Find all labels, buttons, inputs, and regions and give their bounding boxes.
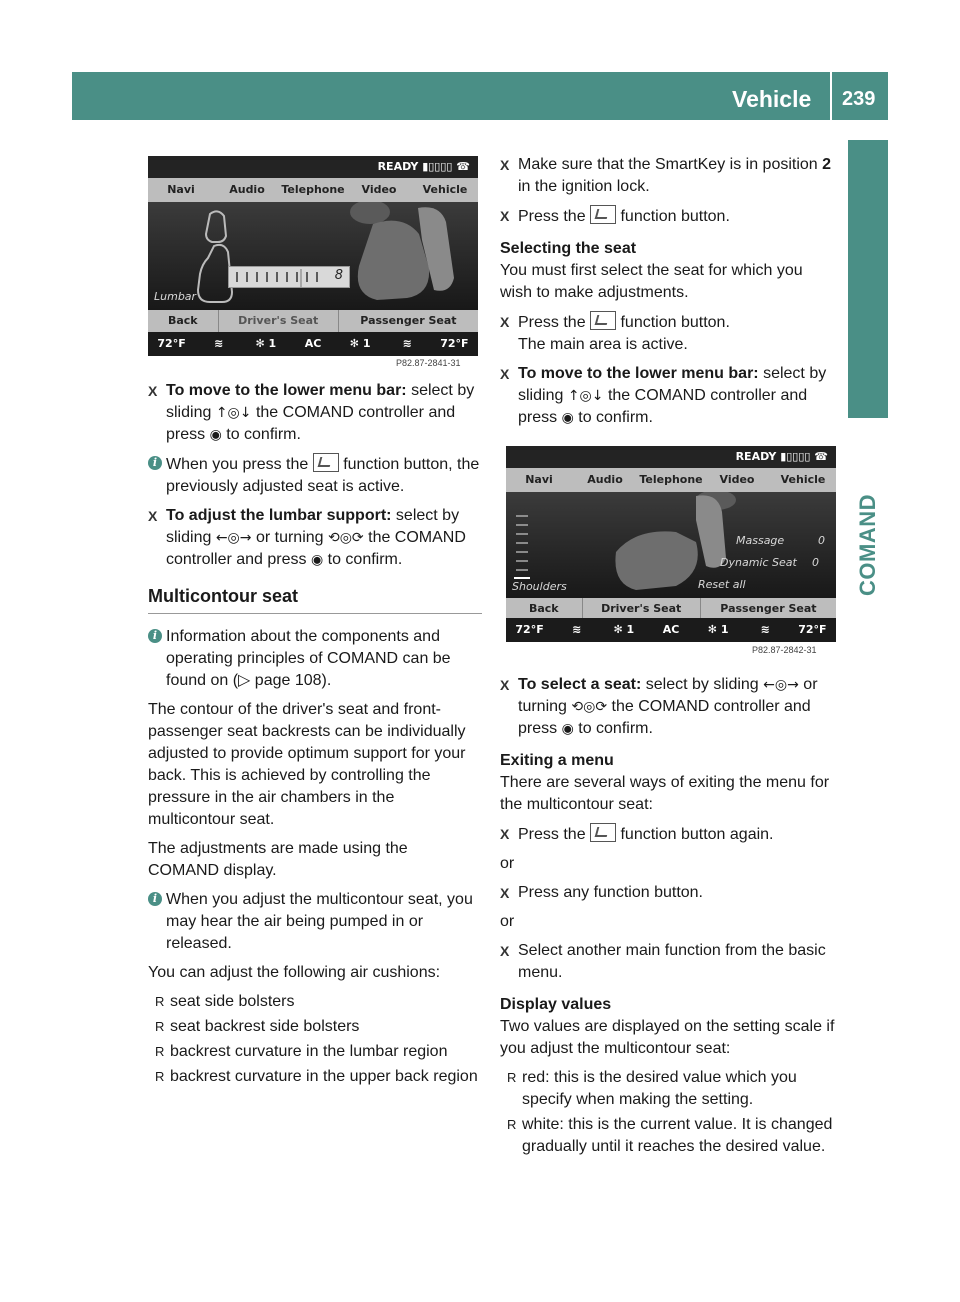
step-text: to confirm. bbox=[323, 551, 403, 568]
seat-function-button-icon bbox=[313, 453, 339, 472]
climate-temp-left[interactable]: 72°F bbox=[515, 623, 544, 636]
instruction-step bbox=[500, 940, 836, 984]
list-item-text: seat side bolsters bbox=[170, 993, 295, 1010]
info-text: When you press the bbox=[166, 456, 313, 473]
instruction-step bbox=[500, 205, 836, 228]
step-text: the COMAND controller and press bbox=[166, 404, 456, 443]
instruction-step bbox=[500, 882, 836, 904]
step-marker-icon: X bbox=[500, 314, 510, 330]
step-marker-icon: X bbox=[500, 208, 510, 224]
step-text: the COMAND controller and press bbox=[518, 698, 811, 737]
step-text: or turning bbox=[518, 676, 818, 715]
info-icon: i bbox=[148, 629, 162, 643]
ignition-position: 2 bbox=[822, 156, 832, 173]
climate-fan-right[interactable]: ✻ 1 bbox=[349, 337, 371, 350]
comand-screen-lumbar bbox=[148, 156, 478, 356]
step-heading: To move to the lower menu bar: bbox=[518, 365, 759, 382]
status-bar: READY ▮▯▯▯▯ ☎ bbox=[377, 160, 470, 173]
list-item bbox=[148, 1066, 482, 1088]
seat-display-area bbox=[148, 202, 478, 310]
paragraph: You can adjust the following air cushions: bbox=[148, 964, 441, 981]
step-text: select by sliding bbox=[166, 382, 475, 421]
climate-temp-left[interactable]: 72°F bbox=[157, 337, 186, 350]
list-item-text: white: this is the current value. It is changed gradually until it reaches the desired value. bbox=[522, 1116, 833, 1155]
controller-slide-icon: ↑◎↓ bbox=[215, 405, 252, 421]
instruction-step bbox=[500, 823, 836, 846]
controller-press-icon: ◉ bbox=[561, 721, 574, 737]
step-text: select by sliding bbox=[166, 507, 460, 546]
info-icon: i bbox=[148, 456, 162, 470]
list-item bbox=[148, 1016, 482, 1038]
climate-airflow-right-icon[interactable]: ≋ bbox=[402, 337, 412, 350]
bullet-icon: R bbox=[507, 1117, 517, 1132]
step-text: Press the bbox=[518, 314, 591, 331]
controller-press-icon: ◉ bbox=[310, 552, 324, 568]
info-note bbox=[148, 626, 482, 692]
step-text: to confirm. bbox=[573, 720, 653, 737]
instruction-step bbox=[148, 505, 482, 571]
seat-menu-back[interactable]: Back bbox=[148, 310, 219, 332]
right-column-bottom bbox=[500, 674, 836, 1161]
instruction-step bbox=[500, 363, 836, 429]
option-massage-value: 0 bbox=[818, 534, 825, 547]
step-heading: To move to the lower menu bar: bbox=[166, 382, 407, 399]
seat-function-button-icon bbox=[590, 311, 616, 330]
seat-menu-passenger-seat[interactable]: Passenger Seat bbox=[360, 314, 457, 327]
controller-slide-icon: ←◎→ bbox=[763, 677, 799, 693]
bullet-icon: R bbox=[507, 1070, 517, 1085]
step-marker-icon: X bbox=[500, 943, 510, 959]
seat-function-button-icon bbox=[590, 205, 616, 224]
climate-airflow-left-icon[interactable]: ≋ bbox=[214, 337, 224, 350]
status-bar: READY ▮▯▯▯▯ ☎ bbox=[735, 450, 828, 463]
step-marker-icon: X bbox=[500, 677, 510, 693]
bullet-icon: R bbox=[155, 1044, 165, 1059]
menu-item-video[interactable]: Video bbox=[719, 473, 755, 486]
controller-turn-icon: ⟲◎⟳ bbox=[571, 699, 608, 715]
step-text: Press the bbox=[518, 208, 591, 225]
section-title: Vehicle bbox=[732, 86, 812, 112]
seat-menu-passenger-seat[interactable]: Passenger Seat bbox=[720, 602, 817, 615]
menu-item-audio[interactable]: Audio bbox=[587, 473, 623, 486]
scale-value: 8 bbox=[334, 268, 343, 283]
side-tab-label-box bbox=[848, 440, 888, 650]
list-item bbox=[500, 1114, 836, 1158]
option-dynamic-seat-value: 0 bbox=[812, 556, 819, 569]
side-tab-label: COMAND bbox=[855, 494, 880, 596]
seat-menu-drivers-seat[interactable]: Driver's Seat bbox=[583, 598, 701, 620]
menu-item-navi[interactable]: Navi bbox=[525, 473, 553, 486]
step-text: function button. bbox=[616, 208, 730, 225]
lumbar-scale[interactable] bbox=[228, 266, 350, 288]
climate-temp-right[interactable]: 72°F bbox=[440, 337, 469, 350]
seat-menu-back[interactable]: Back bbox=[506, 598, 583, 620]
seat-illustration-icon bbox=[148, 202, 478, 310]
step-marker-icon: X bbox=[500, 885, 510, 901]
seat-menu-drivers-seat[interactable]: Driver's Seat bbox=[219, 310, 339, 332]
info-icon: i bbox=[148, 892, 162, 906]
controller-slide-icon: ↑◎↓ bbox=[567, 388, 604, 404]
controller-slide-icon: ←◎→ bbox=[215, 530, 252, 546]
step-result: The main area is active. bbox=[518, 336, 688, 353]
list-item-text: backrest curvature in the lumbar region bbox=[170, 1043, 448, 1060]
step-text: the COMAND controller and press bbox=[518, 387, 808, 426]
step-marker-icon: X bbox=[500, 366, 510, 382]
climate-ac[interactable]: AC bbox=[662, 623, 680, 636]
seat-display-area bbox=[506, 492, 836, 598]
right-column-top bbox=[500, 154, 836, 436]
menu-item-vehicle[interactable]: Vehicle bbox=[422, 183, 468, 196]
paragraph: Two values are displayed on the setting scale if you adjust the multicontour seat: bbox=[500, 1018, 835, 1057]
subheading: Exiting a menu bbox=[500, 752, 614, 769]
step-text: Make sure that the SmartKey is in position bbox=[518, 156, 823, 173]
step-text: the COMAND controller and press bbox=[166, 529, 466, 568]
step-marker-icon: X bbox=[500, 157, 510, 173]
controller-press-icon: ◉ bbox=[209, 427, 222, 443]
list-item bbox=[148, 991, 482, 1013]
info-note bbox=[148, 453, 482, 498]
step-text: to confirm. bbox=[221, 426, 301, 443]
step-text: in the ignition lock. bbox=[518, 178, 650, 195]
climate-airflow-left-icon[interactable]: ≋ bbox=[572, 623, 582, 636]
controller-turn-icon: ⟲◎⟳ bbox=[327, 530, 364, 546]
climate-fan-left[interactable]: ✻ 1 bbox=[255, 337, 277, 350]
menu-item-telephone[interactable]: Telephone bbox=[639, 473, 703, 486]
main-menu-bar bbox=[506, 468, 836, 492]
area-label: Shoulders bbox=[512, 580, 567, 593]
option-reset-all[interactable]: Reset all bbox=[698, 578, 746, 591]
menu-item-audio[interactable]: Audio bbox=[229, 183, 265, 196]
menu-item-video[interactable]: Video bbox=[361, 183, 397, 196]
left-column bbox=[148, 380, 482, 1091]
instruction-step bbox=[500, 674, 836, 740]
list-item-text: red: this is the desired value which you specify when making the setting. bbox=[522, 1069, 797, 1108]
seat-menu-bar bbox=[148, 310, 478, 332]
option-massage-label[interactable]: Massage bbox=[736, 534, 785, 547]
controller-press-icon: ◉ bbox=[561, 410, 574, 426]
climate-ac[interactable]: AC bbox=[304, 337, 322, 350]
page-number: 239 bbox=[842, 88, 876, 110]
step-heading: To select a seat: bbox=[518, 676, 642, 693]
subheading: Selecting the seat bbox=[500, 240, 637, 257]
side-tab bbox=[848, 140, 888, 418]
step-marker-icon: X bbox=[148, 383, 158, 399]
instruction-step bbox=[500, 311, 836, 356]
step-heading: To adjust the lumbar support: bbox=[166, 507, 392, 524]
paragraph: The adjustments are made using the COMAND display. bbox=[148, 840, 408, 879]
climate-temp-right[interactable]: 72°F bbox=[798, 623, 827, 636]
step-marker-icon: X bbox=[500, 826, 510, 842]
climate-bar bbox=[148, 332, 478, 356]
step-text: function button. bbox=[616, 314, 730, 331]
figure-caption: P82.87-2842-31 bbox=[752, 645, 817, 655]
header-divider bbox=[830, 72, 832, 120]
section-heading: Multicontour seat bbox=[148, 585, 482, 614]
figure-caption: P82.87-2841-31 bbox=[396, 358, 461, 368]
step-marker-icon: X bbox=[148, 508, 158, 524]
list-item-text: backrest curvature in the upper back region bbox=[170, 1068, 478, 1085]
subheading: Display values bbox=[500, 996, 612, 1013]
menu-item-vehicle[interactable]: Vehicle bbox=[780, 473, 826, 486]
info-text: function button, the previously adjusted seat is active. bbox=[166, 456, 480, 495]
list-item bbox=[500, 1067, 836, 1111]
step-text: Press the bbox=[518, 826, 591, 843]
step-text: function button again. bbox=[616, 826, 774, 843]
instruction-step bbox=[148, 380, 482, 446]
list-item bbox=[148, 1041, 482, 1063]
main-menu-bar bbox=[148, 178, 478, 202]
step-text: Select another main function from the basic menu. bbox=[518, 942, 826, 981]
paragraph: You must first select the seat for which you wish to make adjustments. bbox=[500, 262, 803, 301]
bullet-icon: R bbox=[155, 1069, 165, 1084]
list-item-text: seat backrest side bolsters bbox=[170, 1018, 360, 1035]
area-label: Lumbar bbox=[154, 290, 197, 303]
climate-airflow-right-icon[interactable]: ≋ bbox=[760, 623, 770, 636]
option-dynamic-seat-label[interactable]: Dynamic Seat bbox=[720, 556, 797, 569]
menu-item-navi[interactable]: Navi bbox=[167, 183, 195, 196]
bullet-icon: R bbox=[155, 1019, 165, 1034]
step-text: Press any function button. bbox=[518, 884, 703, 901]
step-text: select by sliding bbox=[641, 676, 764, 693]
step-text: select by sliding bbox=[518, 365, 827, 404]
bullet-icon: R bbox=[155, 994, 165, 1009]
seat-menu-bar bbox=[506, 598, 836, 620]
menu-item-telephone[interactable]: Telephone bbox=[281, 183, 345, 196]
info-note bbox=[148, 889, 482, 955]
climate-fan-right[interactable]: ✻ 1 bbox=[707, 623, 729, 636]
or-text: or bbox=[500, 913, 515, 930]
or-text: or bbox=[500, 855, 515, 872]
paragraph: The contour of the driver's seat and front-passenger seat backrests can be individually adjusted to provide optimum support for your back. This is achieved by controlling the pressure in the air chambers in the multicontour seat. bbox=[148, 701, 466, 828]
scale-ticks-icon bbox=[229, 267, 349, 287]
comand-screen-shoulders bbox=[506, 446, 836, 642]
instruction-step bbox=[500, 154, 836, 198]
seat-function-button-icon bbox=[590, 823, 616, 842]
step-text: or turning bbox=[251, 529, 328, 546]
paragraph: There are several ways of exiting the menu for the multicontour seat: bbox=[500, 774, 830, 813]
climate-fan-left[interactable]: ✻ 1 bbox=[613, 623, 635, 636]
info-text: Information about the components and operating principles of COMAND can be found on (▷ page 108). bbox=[166, 628, 451, 689]
info-text: When you adjust the multicontour seat, you may hear the air being pumped in or released. bbox=[166, 891, 473, 952]
climate-bar bbox=[506, 618, 836, 642]
step-text: to confirm. bbox=[573, 409, 653, 426]
